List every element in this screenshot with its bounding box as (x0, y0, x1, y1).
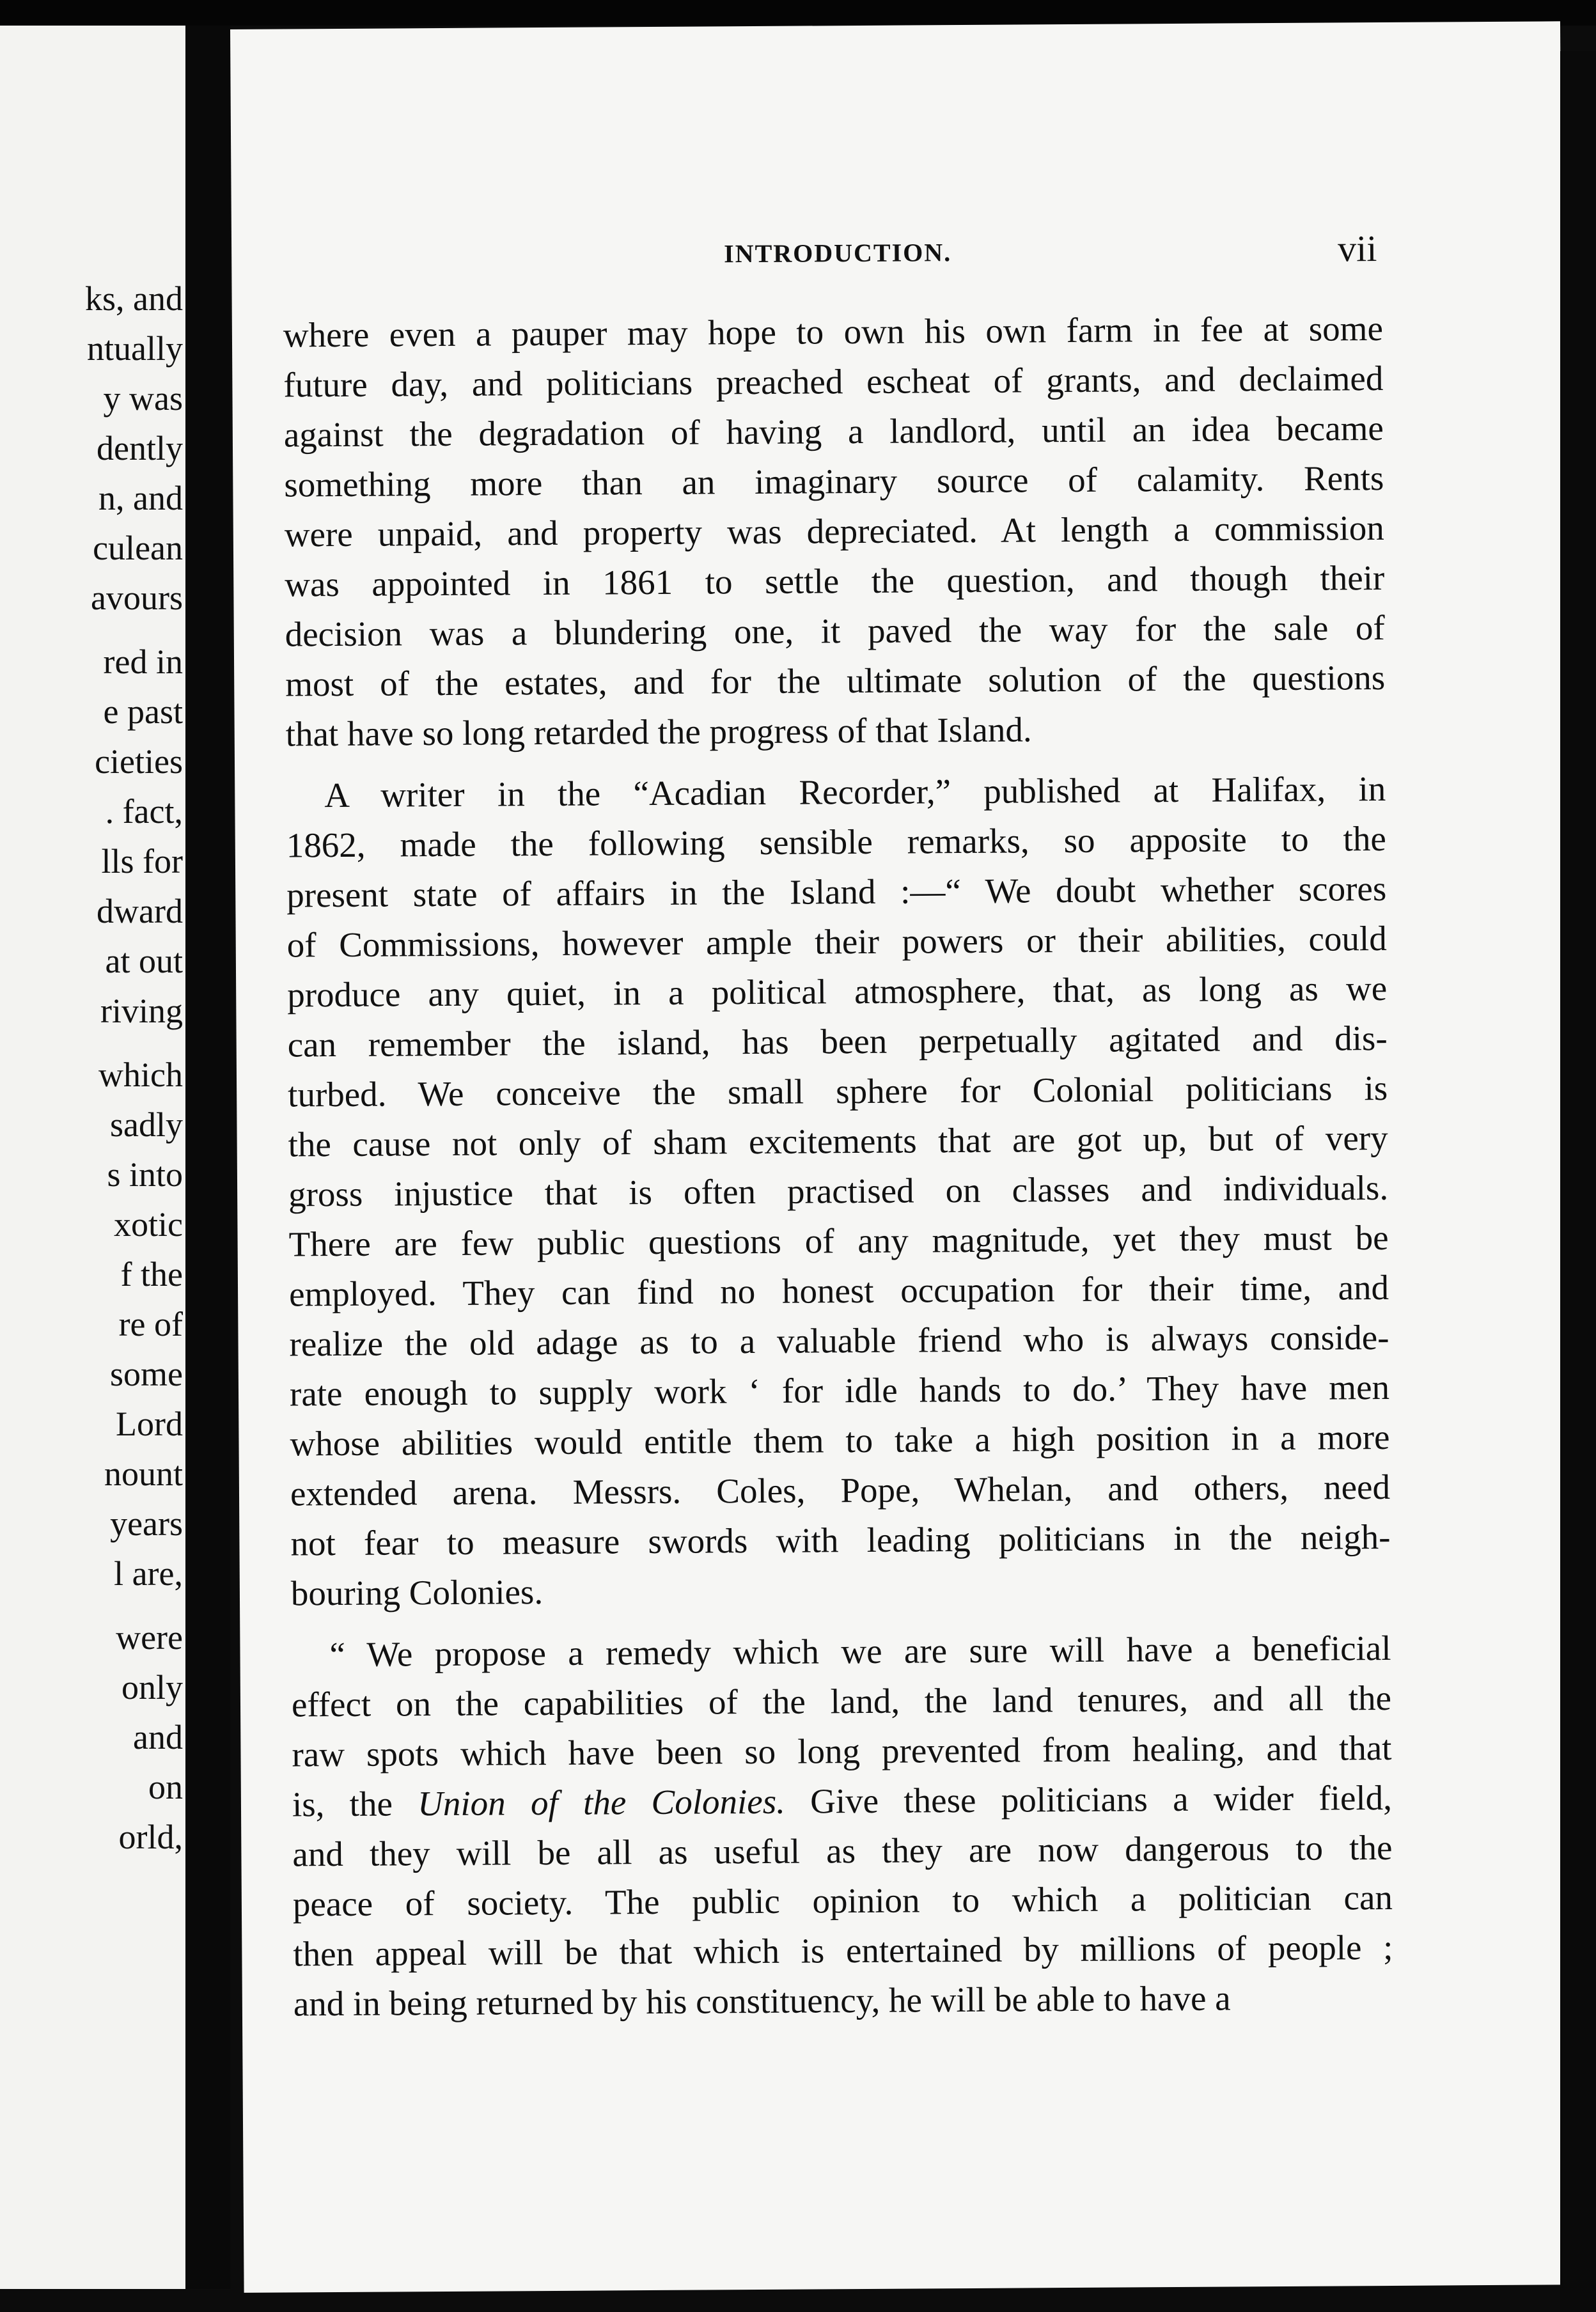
left-page-line: l are, (114, 1554, 183, 1593)
left-page-line: red in (103, 643, 183, 681)
left-page-line: xotic (114, 1205, 183, 1244)
left-page-line: avours (91, 579, 183, 617)
left-page-line: on (148, 1768, 183, 1806)
left-page-line: y was (103, 379, 183, 418)
italic-phrase: Union of the Colonies. (418, 1781, 786, 1824)
text-line: realize the old adage as to a valuable friend who is always conside- (289, 1317, 1389, 1364)
text-line: whose abilities would entitle them to take a high position in a more (290, 1417, 1390, 1464)
left-page-line: re of (118, 1305, 183, 1343)
text-line: effect on the capabilities of the land, the land tenures, and all the (291, 1678, 1392, 1724)
running-head-title: INTRODUCTION. (724, 238, 952, 269)
text-line: future day, and politicians preached escheat of grants, and declaimed (283, 358, 1384, 405)
text-line: where even a pauper may hope to own his own farm in fee at some (283, 308, 1384, 355)
text-line: of Commissions, however ample their powers or their abilities, could (286, 918, 1387, 965)
left-page-line: and (133, 1718, 183, 1756)
left-page-line: sadly (110, 1105, 183, 1144)
left-page-line: . fact, (105, 792, 183, 831)
text-line: employed. They can find no honest occupation for their time, and (288, 1267, 1389, 1314)
text-line: then appeal will be that which is entertained by millions of people ; (293, 1927, 1393, 1974)
text-line: rate enough to supply work ‘ for idle hands to do.’ They have men (289, 1367, 1390, 1414)
left-page-line: riving (100, 992, 183, 1030)
text-line: bouring Colonies. (290, 1572, 544, 1613)
left-page-line: which (98, 1056, 183, 1094)
text-line: turbed. We conceive the small sphere for Colonial politicians is (287, 1068, 1388, 1114)
text-line: can remember the island, has been perpetually agitated and dis- (287, 1018, 1388, 1065)
text-line: and they will be all as useful as they are now dangerous to the (292, 1827, 1393, 1874)
text-line: that have so long retarded the progress of that Island. (285, 710, 1032, 754)
text-line: 1862, made the following sensible remarks, so apposite to the (286, 818, 1386, 865)
page-number: vii (1337, 228, 1377, 270)
right-page (230, 21, 1574, 2293)
left-page-line: culean (93, 529, 183, 567)
left-page-line: were (116, 1618, 183, 1657)
text-line: peace of society. The public opinion to which a politician can (292, 1877, 1393, 1924)
left-page-line: nount (104, 1455, 183, 1493)
left-page-line: ntually (87, 329, 183, 368)
scan-top-edge (0, 0, 1596, 26)
text-line: extended arena. Messrs. Coles, Pope, Whelan, and others, need (290, 1467, 1391, 1513)
text-line: raw spots which have been so long prevented from healing, and that (292, 1728, 1392, 1774)
left-page-line: n, and (98, 479, 183, 517)
paragraph (286, 764, 1391, 1618)
left-page-line: f the (120, 1255, 183, 1293)
text-line: decision was a blundering one, it paved the way for the sale of (285, 607, 1385, 654)
left-page-fragment (0, 26, 185, 2289)
text-line: gross injustice that is often practised on classes and individuals. (288, 1168, 1389, 1214)
text-line: “ We propose a remedy which we are sure will have a beneficial (329, 1628, 1391, 1675)
left-page-line: only (121, 1668, 183, 1707)
paragraph (291, 1623, 1393, 2029)
left-page-line: dward (97, 892, 183, 930)
left-page-line: years (110, 1504, 183, 1543)
book-gutter (185, 26, 230, 2289)
left-page-line: lls for (101, 842, 183, 880)
scan-right-edge (1560, 51, 1596, 2312)
text-line: There are few public questions of any magnitude, yet they must be (288, 1217, 1389, 1264)
left-page-line: cieties (95, 742, 183, 781)
text-line: most of the estates, and for the ultimate solution of the questions (285, 657, 1386, 704)
left-page-line: s into (107, 1155, 183, 1194)
left-page-line: orld, (118, 1818, 183, 1856)
left-page-line: ks, and (85, 279, 183, 318)
text-line: the cause not only of sham excitements that are got up, but of very (288, 1118, 1388, 1164)
body-text (283, 304, 1393, 2029)
left-page-line: e past (103, 692, 183, 731)
paragraph (283, 304, 1386, 759)
text-line: was appointed in 1861 to settle the question, and though their (285, 558, 1385, 604)
running-head (231, 226, 1561, 285)
left-page-line: at out (105, 942, 183, 980)
text-line: produce any quiet, in a political atmosphere, that, as long as we (287, 968, 1388, 1015)
left-page-line: dently (97, 429, 183, 467)
text-line: were unpaid, and property was depreciated. At length a commission (284, 508, 1384, 554)
text-line: and in being returned by his constituency, he will be able to have a (293, 1978, 1231, 2024)
text-line: is, the Union of the Colonies. Give these politicians a wider field, (292, 1777, 1393, 1824)
text-line: something more than an imaginary source of calamity. Rents (284, 458, 1384, 504)
text-line: A writer in the “Acadian Recorder,” published at Halifax, in (324, 769, 1386, 815)
text-line: against the degradation of having a landlord, until an idea became (283, 408, 1384, 455)
left-page-line: Lord (116, 1405, 183, 1443)
text-line: present state of affairs in the Island :—“ We doubt whether scores (286, 868, 1387, 915)
left-page-line: some (110, 1355, 183, 1393)
text-line: not fear to measure swords with leading politicians in the neigh- (290, 1517, 1391, 1563)
